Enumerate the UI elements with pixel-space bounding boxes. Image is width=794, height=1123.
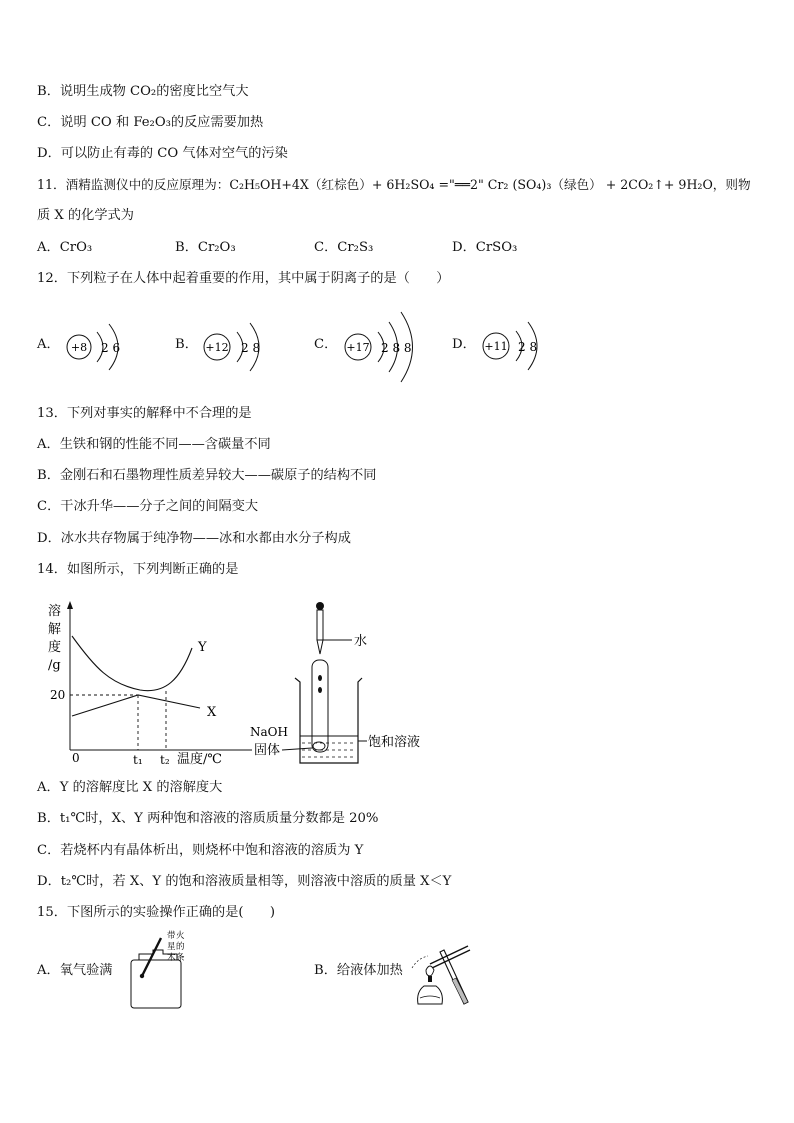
splint-tip bbox=[140, 974, 144, 978]
atom-structure-diagram bbox=[472, 320, 582, 380]
q12-option-b-label: B． bbox=[175, 337, 198, 352]
q10-option-b: B．说明生成物 CO₂的密度比空气大 bbox=[37, 84, 249, 99]
solution-label: 饱和溶液 bbox=[368, 735, 421, 750]
splint-tag-char: 木 bbox=[167, 953, 176, 963]
atom-structure-diagram bbox=[195, 320, 305, 380]
atom-structure-diagram bbox=[334, 310, 464, 390]
dropper-tube bbox=[317, 610, 323, 640]
flame bbox=[426, 966, 434, 976]
naoh-label-line2: 固体 bbox=[254, 743, 281, 758]
electron-shells: 2 8 bbox=[518, 340, 538, 354]
y-axis-arrow bbox=[67, 601, 73, 609]
q15-option-a: A．氧气验满 bbox=[37, 963, 113, 978]
electron-shells: 2 8 bbox=[241, 341, 261, 355]
atom-structure-diagram bbox=[57, 320, 167, 380]
glowing-splint bbox=[142, 938, 161, 976]
water-drop bbox=[318, 675, 322, 681]
nucleus-charge: +11 bbox=[484, 340, 508, 353]
q12-stem: 12．下列粒子在人体中起着重要的作用，其中属于阴离子的是（ ） bbox=[37, 271, 450, 286]
electron-shells: 2 6 bbox=[101, 341, 121, 355]
q11-stem-line2: 质 X 的化学式为 bbox=[37, 208, 134, 223]
oxygen-collection-bottle-figure bbox=[125, 928, 195, 1010]
origin-label: 0 bbox=[72, 751, 80, 765]
curve-y bbox=[72, 636, 192, 691]
nucleus-charge: +12 bbox=[205, 341, 229, 354]
y-axis-label-2: 解 bbox=[48, 622, 62, 637]
q15-stem: 15．下图所示的实验操作正确的是( ) bbox=[37, 905, 276, 920]
q12-option-d-label: D． bbox=[452, 337, 476, 352]
q13-stem: 13．下列对事实的解释中不合理的是 bbox=[37, 406, 252, 421]
y-axis-label-3: 度 bbox=[48, 640, 62, 655]
q11-stem-line1: 11．酒精监测仪中的反应原理为：C₂H₅OH+4X（红棕色）+ 6H₂SO₄ ="══2" Cr₂ (SO₄)₃（绿色） + 2CO₂↑+ 9H₂O，则物 bbox=[37, 177, 751, 192]
q10-option-d: D．可以防止有毒的 CO 气体对空气的污染 bbox=[37, 146, 288, 161]
q14-option-a: A．Y 的溶解度比 X 的溶解度大 bbox=[37, 780, 223, 795]
tube-liquid bbox=[452, 978, 468, 1004]
x-tick-t2: t₂ bbox=[160, 753, 170, 767]
lamp-wick bbox=[428, 976, 432, 982]
alcohol-lamp bbox=[418, 986, 443, 1004]
q13-option-a: A．生铁和钢的性能不同——含碳量不同 bbox=[37, 437, 271, 452]
naoh-dissolution-apparatus bbox=[250, 598, 430, 773]
q14-option-d: D．t₂℃时，若 X、Y 的饱和溶液质量相等，则溶液中溶质的质量 X＜Y bbox=[37, 874, 452, 889]
x-tick-t1: t₁ bbox=[133, 753, 143, 767]
splint-tag-char: 条 bbox=[176, 953, 185, 963]
q15-option-b: B．给液体加热 bbox=[314, 963, 403, 978]
q12-option-c-label: C． bbox=[314, 337, 338, 352]
nucleus-charge: +8 bbox=[70, 341, 88, 354]
water-label: 水 bbox=[354, 634, 368, 649]
dropper-bulb bbox=[316, 602, 324, 610]
curve-x bbox=[72, 695, 200, 716]
water-drop bbox=[318, 687, 322, 693]
q11-option-c: C．Cr₂S₃ bbox=[314, 240, 374, 255]
splint-tag-char: 的 bbox=[176, 942, 185, 952]
y-axis-label-4: /g bbox=[48, 658, 61, 673]
q10-option-c: C．说明 CO 和 Fe₂O₃的反应需要加热 bbox=[37, 115, 264, 130]
q12-option-a-label: A． bbox=[37, 337, 60, 352]
q13-option-b: B．金刚石和石墨物理性质差异较大——碳原子的结构不同 bbox=[37, 468, 377, 483]
splint-tag-char: 带 bbox=[167, 931, 176, 941]
q13-option-d: D．冰水共存物属于纯净物——冰和水都由水分子构成 bbox=[37, 531, 351, 546]
solubility-curve-graph bbox=[40, 598, 260, 773]
splint-tag-char: 火 bbox=[176, 931, 185, 941]
curve-x-label: X bbox=[207, 705, 217, 720]
liquid-heating-figure bbox=[408, 940, 474, 1008]
y-axis-label-1: 溶 bbox=[48, 604, 62, 619]
dropper-tip bbox=[317, 640, 323, 654]
liquid-spray bbox=[412, 956, 428, 968]
naoh-label-line1: NaOH bbox=[250, 725, 288, 739]
q11-option-d: D．CrSO₃ bbox=[452, 240, 518, 255]
y-tick-20: 20 bbox=[50, 688, 66, 702]
q14-stem: 14．如图所示，下列判断正确的是 bbox=[37, 562, 239, 577]
naoh-pointer bbox=[282, 748, 312, 750]
q11-option-b: B．Cr₂O₃ bbox=[175, 240, 236, 255]
q14-option-c: C．若烧杯内有晶体析出，则烧杯中饱和溶液的溶质为 Y bbox=[37, 843, 364, 858]
q11-option-a: A．CrO₃ bbox=[37, 240, 93, 255]
test-tube bbox=[312, 660, 328, 752]
electron-shells: 2 8 8 bbox=[381, 341, 412, 355]
splint-tag-char: 星 bbox=[167, 942, 176, 952]
q14-option-b: B．t₁℃时，X、Y 两种饱和溶液的溶质质量分数都是 20% bbox=[37, 811, 379, 826]
x-axis-label: 温度/℃ bbox=[177, 752, 222, 767]
curve-y-label: Y bbox=[198, 640, 207, 655]
nucleus-charge: +17 bbox=[346, 341, 370, 354]
gas-bottle bbox=[131, 960, 181, 1008]
q13-option-c: C．干冰升华——分子之间的间隔变大 bbox=[37, 499, 259, 514]
